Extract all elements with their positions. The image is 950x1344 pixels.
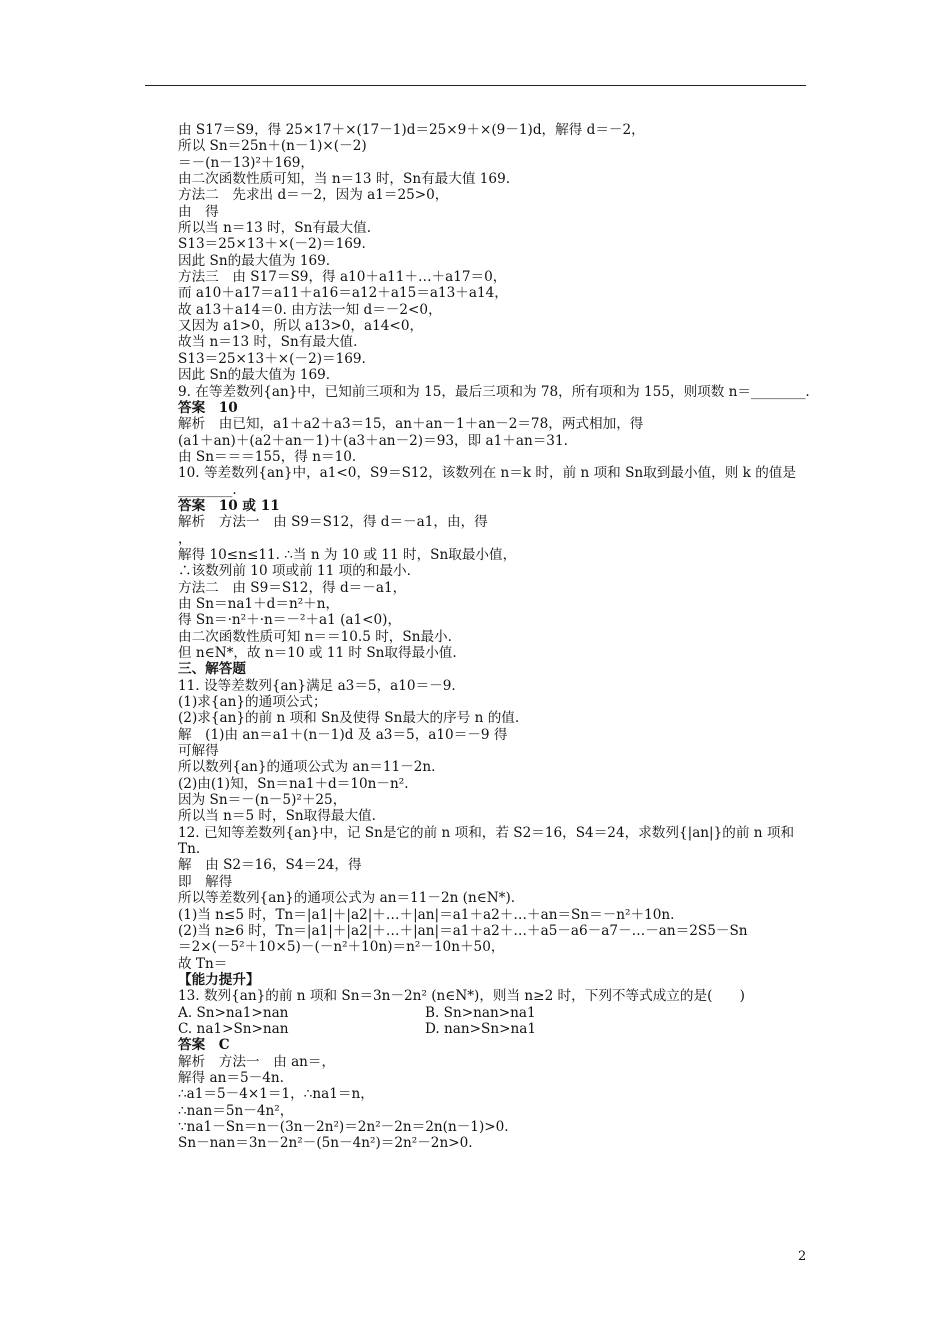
text-line: (2)由(1)知，Sn＝na1＋d＝10n－n². <box>178 775 409 792</box>
text-line: (2)当 n≥6 时，Tn＝|a1|＋|a2|＋…＋|an|＝a1＋a2＋…＋a5－a6－a7－…－an＝2S5－Sn <box>178 922 748 939</box>
option-b: B. Sn>nan>na1 <box>425 1004 536 1021</box>
text-line: ＝－(n－13)²＋169， <box>178 154 315 171</box>
text-line: 但 n∈N*，故 n＝10 或 11 时 Sn取得最小值. <box>178 645 457 661</box>
text-line: 由 S17＝S9，得 25×17＋×(17－1)d＝25×9＋×(9－1)d，解得 d＝－2， <box>178 122 645 138</box>
text-line: 由二次函数性质可知，当 n＝13 时，Sn有最大值 169. <box>178 171 511 188</box>
text-line: ∴a1＝5－4×1＝1，∴na1＝n， <box>178 1086 374 1103</box>
answer-label: 答案 10 <box>178 399 238 416</box>
answer-label: 答案 10 或 11 <box>178 497 280 514</box>
options-row-2 <box>145 1021 810 1037</box>
text-line: (1)当 n≤5 时，Tn＝|a1|＋|a2|＋…＋|an|＝a1＋a2＋…＋an＝Sn＝－n²＋10n. <box>178 906 675 923</box>
text-line: 因此 Sn的最大值为 169. <box>178 252 331 269</box>
document-body <box>145 122 810 1152</box>
analysis-line: 解析 方法一 由 S9＝S12，得 d＝－a1，由，得 <box>178 514 488 531</box>
method-heading-2: 方法二 由 S9＝S12，得 d＝－a1， <box>178 579 407 596</box>
text-line: S13＝25×13＋×(－2)＝169. <box>178 236 366 253</box>
text-line: (a1＋an)＋(a2＋an－1)＋(a3＋an－2)＝93，即 a1＋an＝31. <box>178 432 568 449</box>
text-line: 由 Sn＝＝＝155，得 n＝10. <box>178 448 357 465</box>
answer-label: 答案 C <box>178 1037 230 1054</box>
options-row-1 <box>145 1005 810 1021</box>
text-line: 得 Sn＝·n²＋·n＝－²＋a1 (a1<0)， <box>178 612 402 629</box>
text-line: 可解得 <box>178 743 219 760</box>
text-line: 故 a13＋a14＝0. 由方法一知 d＝－2<0， <box>178 301 442 318</box>
section-heading-advanced: 【能力提升】 <box>178 971 260 988</box>
text-line: 所以当 n＝5 时，Sn取得最大值. <box>178 808 376 825</box>
solution-line: 解 由 S2＝16，S4＝24，得 <box>178 857 362 874</box>
text-line: 由二次函数性质可知 n＝＝10.5 时，Sn最小. <box>178 628 452 645</box>
text-line: ， <box>178 530 192 547</box>
text-line: 所以当 n＝13 时，Sn有最大值. <box>178 220 372 237</box>
question-11: 11. 设等差数列{an}满足 a3＝5，a10＝－9. <box>178 677 456 694</box>
text-line: (2)求{an}的前 n 项和 Sn及使得 Sn最大的序号 n 的值. <box>178 710 520 727</box>
text-line: 因为 Sn＝－(n－5)²＋25， <box>178 792 347 809</box>
text-line: 所以 Sn＝25n＋(n－1)×(－2) <box>178 138 367 155</box>
text-line: Sn－nan＝3n－2n²－(5n－4n²)＝2n²－2n>0. <box>178 1135 473 1152</box>
text-line: 由 得 <box>178 203 219 220</box>
solution-line: 解 (1)由 an＝a1＋(n－1)d 及 a3＝5，a10＝－9 得 <box>178 726 508 743</box>
option-d: D. nan>Sn>na1 <box>425 1020 537 1037</box>
question-10: 10. 等差数列{an}中，a1<0，S9＝S12，该数列在 n＝k 时，前 n 项和 Sn取到最小值，则 k 的值是________. <box>178 465 796 498</box>
page-number: 2 <box>798 1249 807 1264</box>
text-line: 由 Sn＝na1＋d＝n²＋n， <box>178 595 340 612</box>
text-line: ∴该数列前 10 项或前 11 项的和最小. <box>178 563 411 580</box>
option-c: C. na1>Sn>nan <box>178 1020 289 1037</box>
text-line: 所以等差数列{an}的通项公式为 an＝11－2n (n∈N*). <box>178 890 516 907</box>
text-line: 故 Tn＝ <box>178 955 228 972</box>
text-line: 而 a10＋a17＝a11＋a16＝a12＋a15＝a13＋a14， <box>178 285 508 302</box>
text-line: (1)求{an}的通项公式； <box>178 694 327 711</box>
text-line: 解得 an＝5－4n. <box>178 1069 284 1086</box>
question-12: 12. 已知等差数列{an}中，记 Sn是它的前 n 项和，若 S2＝16，S4＝24，求数列{|an|}的前 n 项和 Tn. <box>178 824 795 858</box>
question-9: 9. 在等差数列{an}中，已知前三项和为 15，最后三项和为 78，所有项和为 155，则项数 n＝________. <box>178 383 810 400</box>
option-a: A. Sn>na1>nan <box>178 1004 289 1021</box>
text-line: S13＝25×13＋×(－2)＝169. <box>178 350 366 367</box>
text-line: 因此 Sn的最大值为 169. <box>178 367 331 384</box>
text-line: 故当 n＝13 时，Sn有最大值. <box>178 334 358 351</box>
text-line: 所以数列{an}的通项公式为 an＝11－2n. <box>178 759 436 776</box>
text-line: ∵na1－Sn＝n－(3n－2n²)＝2n²－2n＝2n(n－1)>0. <box>178 1118 509 1135</box>
section-heading: 三、解答题 <box>178 661 246 678</box>
text-line: ∴nan＝5n－4n²， <box>178 1102 294 1119</box>
analysis-line: 解析 方法一 由 an＝， <box>178 1053 336 1070</box>
text-line: 又因为 a1>0，所以 a13>0，a14<0， <box>178 318 424 335</box>
question-13: 13. 数列{an}的前 n 项和 Sn＝3n－2n² (n∈N*)，则当 n≥2 时，下列不等式成立的是( ) <box>178 988 745 1005</box>
method-heading-3: 方法三 由 S17＝S9，得 a10＋a11＋…＋a17＝0， <box>178 269 507 286</box>
text-line: 解得 10≤n≤11. ∴当 n 为 10 或 11 时，Sn取最小值， <box>178 546 517 563</box>
method-heading-2: 方法二 先求出 d＝－2，因为 a1＝25>0， <box>178 187 449 204</box>
analysis-line: 解析 由已知，a1＋a2＋a3＝15，an＋an－1＋an－2＝78，两式相加，得 <box>178 416 644 433</box>
header-rule <box>145 85 806 86</box>
text-line: 即 解得 <box>178 873 233 890</box>
text-line: ＝2×(－5²＋10×5)－(－n²＋10n)＝n²－10n＋50， <box>178 939 505 956</box>
